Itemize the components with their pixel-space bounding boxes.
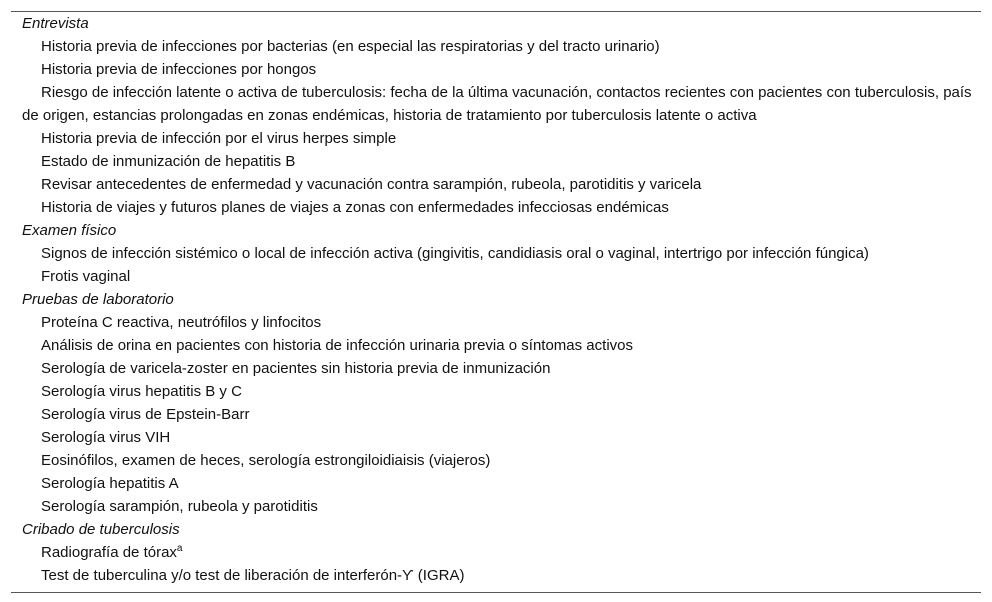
table-row: Riesgo de infección latente o activa de tuberculosis: fecha de la última vacunación, contactos recientes con pacientes con tuberculosis, país de origen, estancias prolongadas en zonas endémicas, historia de tratamiento por tuberculosis latente o activa [22,84,972,124]
table-row: Test de tuberculina y/o test de liberación de interferón-ϒ (IGRA) [41,567,465,584]
table-row [11,541,981,564]
section-heading-pruebas-laboratorio: Pruebas de laboratorio [22,291,174,308]
table-row: Serología sarampión, rubeola y parotiditis [41,498,318,515]
table-row: Historia de viajes y futuros planes de viajes a zonas con enfermedades infecciosas endémicas [41,199,669,216]
table-row: Serología virus de Epstein-Barr [41,406,250,423]
table-row: Estado de inmunización de hepatitis B [41,153,296,170]
table-row: Frotis vaginal [41,268,131,285]
table-row: Serología virus hepatitis B y C [41,383,242,400]
table-row-text: Radiografía de tórax [41,544,177,561]
table-row: Proteína C reactiva, neutrófilos y linfocitos [41,314,322,331]
table-row: Serología virus VIH [41,429,171,446]
table-row: Eosinófilos, examen de heces, serología estrongiloidiaisis (viajeros) [41,452,491,469]
section-heading-entrevista: Entrevista [22,15,89,32]
screening-table [11,11,981,593]
footnote-marker: a [176,543,183,554]
table-row: Serología hepatitis A [41,475,179,492]
table-row: Historia previa de infecciones por bacterias (en especial las respiratorias y del tracto urinario) [41,38,660,55]
table-row: Revisar antecedentes de enfermedad y vacunación contra sarampión, rubeola, parotiditis y varicela [41,176,702,193]
table-row: Historia previa de infección por el virus herpes simple [41,130,397,147]
table-row: Historia previa de infecciones por hongos [41,61,317,78]
table-row: Serología de varicela-zoster en pacientes sin historia previa de inmunización [41,360,551,377]
table-row: Signos de infección sistémico o local de infección activa (gingivitis, candidiasis oral o vaginal, intertrigo por infección fúngica) [41,245,869,262]
section-heading-examen-fisico: Examen físico [22,222,117,239]
table-row: Análisis de orina en pacientes con historia de infección urinaria previa o síntomas activos [41,337,633,354]
section-heading-cribado-tuberculosis: Cribado de tuberculosis [22,521,180,538]
